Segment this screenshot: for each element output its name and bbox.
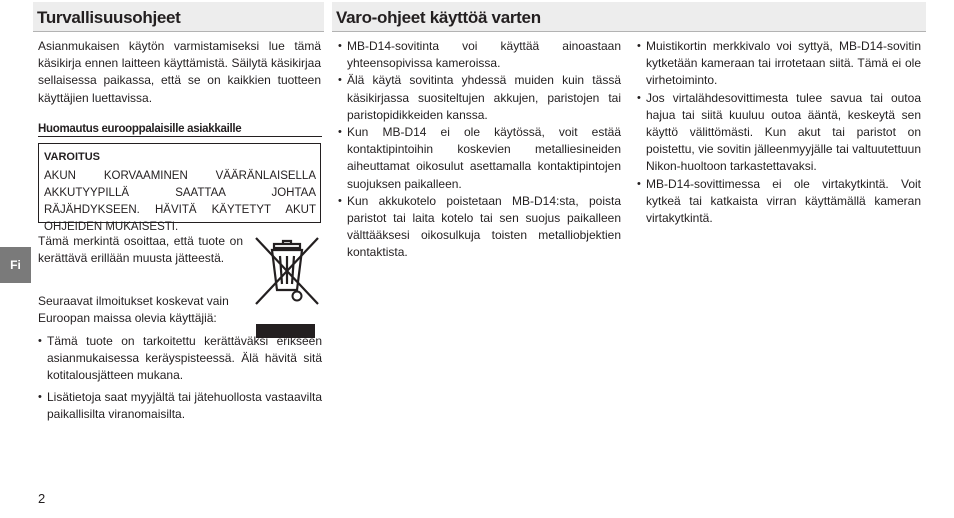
weee-bullet-list: [38, 333, 322, 423]
safety-column: [38, 38, 321, 107]
safety-title: Turvallisuusohjeet: [37, 8, 181, 27]
precautions-column-1: [338, 38, 621, 262]
precautions-title: Varo-ohjeet käyttöä varten: [336, 8, 541, 27]
page-number: 2: [38, 491, 46, 506]
list-item: • Kun MB-D14 ei ole käytössä, voit estää kontaktipintoihin koskevien metalliesineiden aiheuttamat oikosulut asettamalla kontaktipintojen suojuksen paikalleen.: [338, 124, 621, 193]
section-header-safety: [33, 2, 324, 32]
list-item: • MB-D14-sovittimessa ei ole virtakytkintä. Voit kytkeä tai katkaista virran käyttämällä kameran virtakytkintä.: [637, 176, 921, 228]
list-item: • Lisätietoja saat myyjältä tai jätehuollosta vastaavilta paikallisilta viranomaisilta.: [38, 389, 322, 423]
warning-title: VAROITUS: [44, 151, 101, 163]
language-tab: Fi: [0, 247, 31, 283]
european-notice-subheading: Huomautus eurooppalaisille asiakkaille: [38, 123, 322, 137]
list-item: • Kun akkukotelo poistetaan MB-D14:sta, poista paristot tai laita kotelo tai sen suojus paikalleen välttääksesi oikosulkuja toisten metalliobjektien kontaktista.: [338, 193, 621, 262]
section-header-precautions: [332, 2, 926, 32]
intro-paragraph: Asianmukaisen käytön varmistamiseksi lue tämä käsikirja ennen laitteen käyttämistä. Säilytä käsikirjaa sellaisessa paikassa, että se on kaikkien tuotteen käyttäjien luettavissa.: [38, 39, 321, 105]
warning-box: [38, 143, 321, 233]
list-item: • Älä käytä sovitinta yhdessä muiden kuin tässä käsikirjassa suositeltujen akkujen, paristojen tai paristopidikkeiden kanssa.: [338, 72, 621, 124]
precautions-column-2: [637, 38, 921, 227]
list-item: • Jos virtalähdesovittimesta tulee savua tai outoa hajua tai siitä kuuluu outoa ääntä, keskeytä sen käyttö välittömästi. Kun akut tai paristot on poistettu, vie sovitin jälleenmyyjälle tai valtuutettuun Nikon-huoltoon tarkastettavaksi.: [637, 90, 921, 176]
weee-mark-description: Tämä merkintä osoittaa, että tuote on kerättävä erillään muusta jätteestä.: [38, 234, 243, 266]
crossed-out-wheeled-bin-icon: [252, 234, 322, 306]
list-item: • Tämä tuote on tarkoitettu kerättäväksi erikseen asianmukaisessa keräyspisteessä. Älä hävitä sitä kotitalousjätteen mukana.: [38, 333, 322, 385]
list-item: • Muistikortin merkkivalo voi syttyä, MB-D14-sovitin kytketään kameraan tai irrotetaan siitä. Tämä ei ole virhetoiminto.: [637, 38, 921, 90]
list-item: • MB-D14-sovitinta voi käyttää ainoastaan yhteensopivissa kameroissa.: [338, 38, 621, 72]
eu-notice-paragraph: Seuraavat ilmoitukset koskevat vain Euroopan maissa olevia käyttäjiä:: [38, 294, 229, 326]
warning-text: AKUN KORVAAMINEN VÄÄRÄNLAISELLA AKKUTYYPILLÄ SAATTAA JOHTAA RÄJÄHDYKSEEN. HÄVITÄ KÄYTETYT AKUT OHJEIDEN MUKAISESTI.: [44, 170, 316, 233]
